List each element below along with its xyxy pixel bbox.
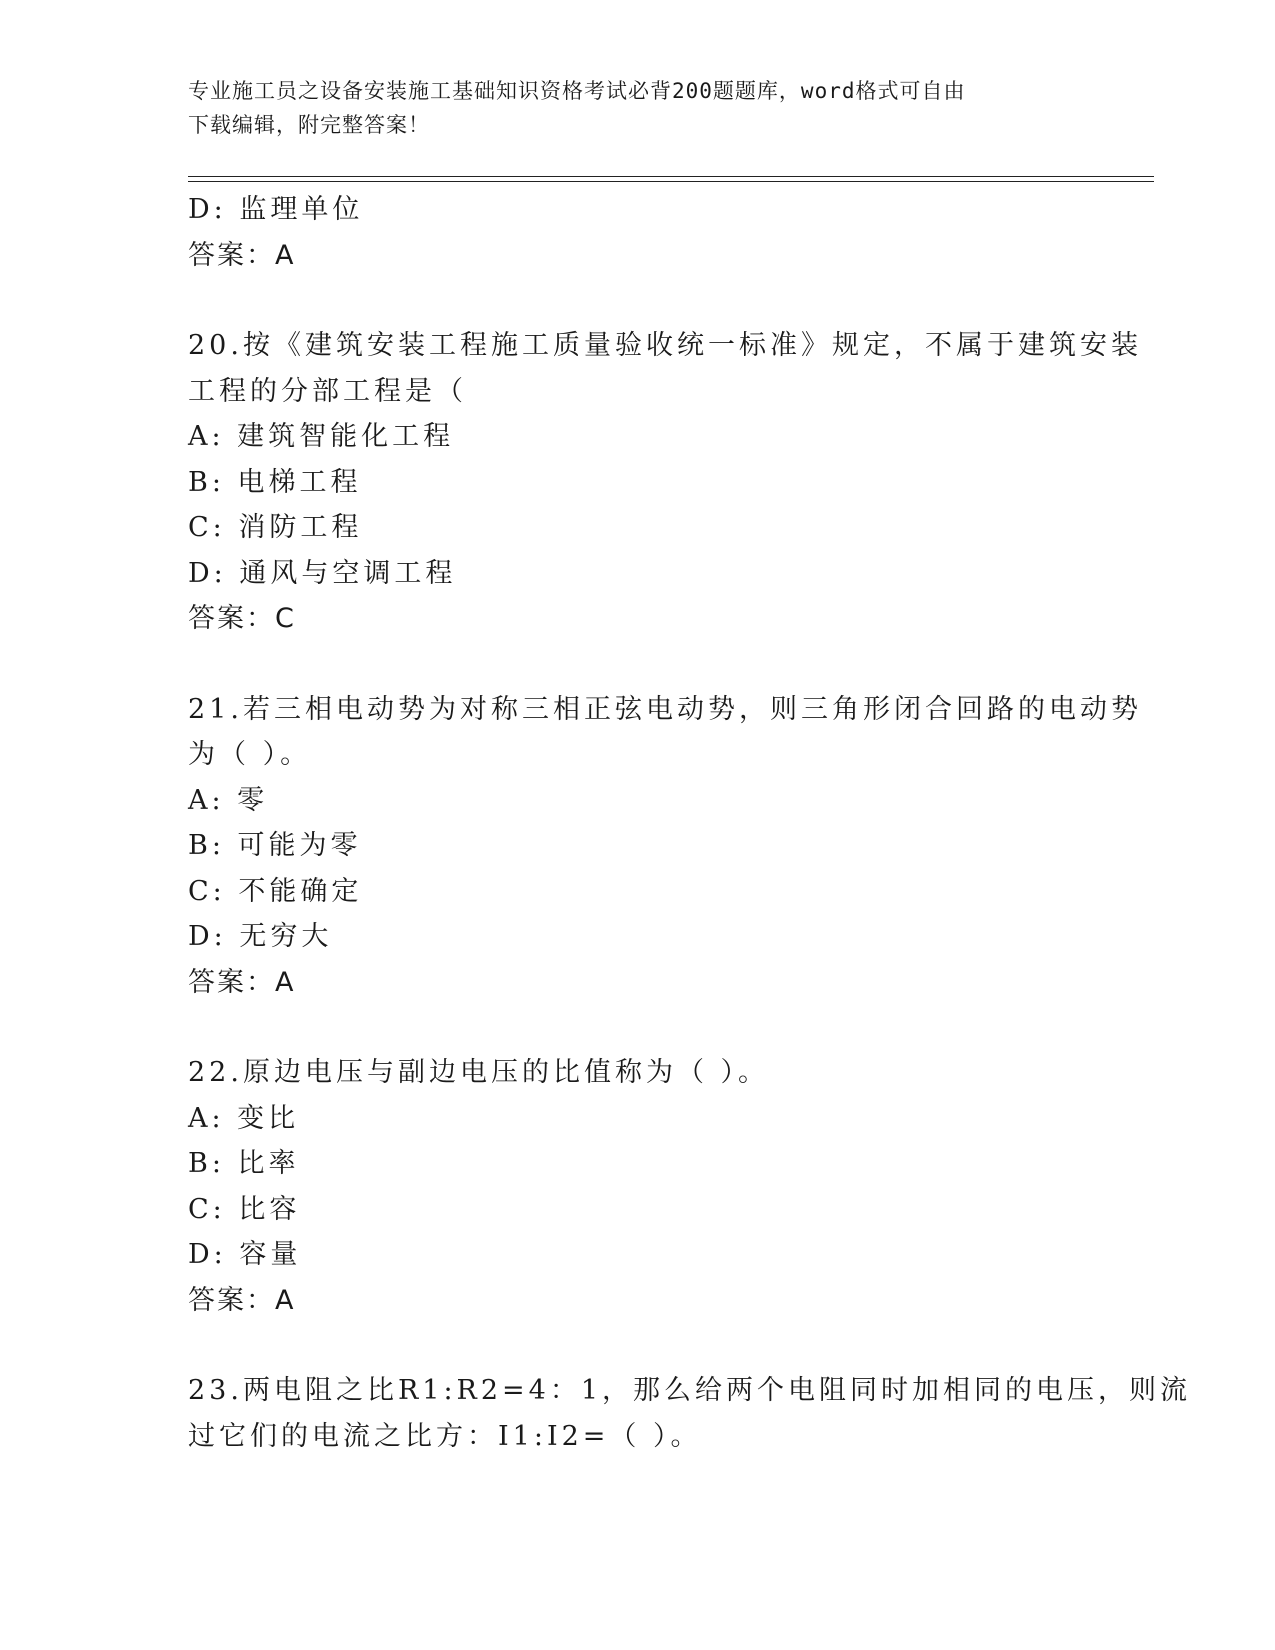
option-c: C: 比容 (188, 1193, 301, 1225)
spacer (188, 1005, 1088, 1050)
option-d: D: 容量 (188, 1239, 302, 1270)
header-divider-top (188, 176, 1154, 177)
question-text-line-2: 工程的分部工程是（ (188, 375, 467, 407)
spacer (188, 642, 1088, 687)
option-d: D: 无穷大 (188, 921, 333, 952)
question-text-line-1: 23.两电阻之比R1:R2=4：1，那么给两个电阻同时加相同的电压，则流 (188, 1375, 1192, 1406)
question-text-line-1: 20.按《建筑安装工程施工质量验收统一标准》规定，不属于建筑安装 (188, 330, 1142, 361)
question-22 (188, 1050, 1088, 1323)
question-text-line-2: 为（ ）。 (188, 739, 312, 770)
option-d: D: 监理单位 (188, 194, 364, 225)
option-a: A: 变比 (188, 1102, 300, 1134)
option-c: C: 不能确定 (188, 875, 363, 907)
question-list (188, 187, 1192, 1459)
option-a: A: 建筑智能化工程 (188, 421, 455, 452)
option-b: B: 比率 (188, 1148, 300, 1179)
answer: 答案：C (188, 603, 296, 634)
header-title-line-1: 专业施工员之设备安装施工基础知识资格考试必背200题题库，word格式可自由 (188, 79, 966, 103)
answer: 答案：A (188, 239, 296, 271)
option-d: D: 通风与空调工程 (188, 557, 457, 589)
question-21 (188, 687, 1142, 1006)
question-19-tail (188, 187, 1088, 278)
spacer (188, 278, 1088, 323)
option-b: B: 可能为零 (188, 830, 362, 861)
answer: 答案：A (188, 1284, 296, 1316)
header-title-line-2: 下载编辑，附完整答案！ (188, 113, 430, 137)
question-text-line-1: 21.若三相电动势为对称三相正弦电动势，则三角形闭合回路的电动势 (188, 693, 1142, 725)
answer: 答案：A (188, 966, 296, 998)
question-text-line-1: 22.原边电压与副边电压的比值称为（ ）。 (188, 1057, 770, 1088)
header-divider-bottom (188, 181, 1154, 182)
option-b: B: 电梯工程 (188, 466, 362, 498)
question-23 (188, 1368, 1192, 1459)
option-c: C: 消防工程 (188, 512, 363, 543)
option-a: A: 零 (188, 784, 269, 816)
spacer (188, 1323, 1088, 1368)
question-20 (188, 323, 1142, 642)
question-text-line-2: 过它们的电流之比方：I1:I2=（ ）。 (188, 1420, 702, 1452)
document-header (188, 74, 1068, 142)
